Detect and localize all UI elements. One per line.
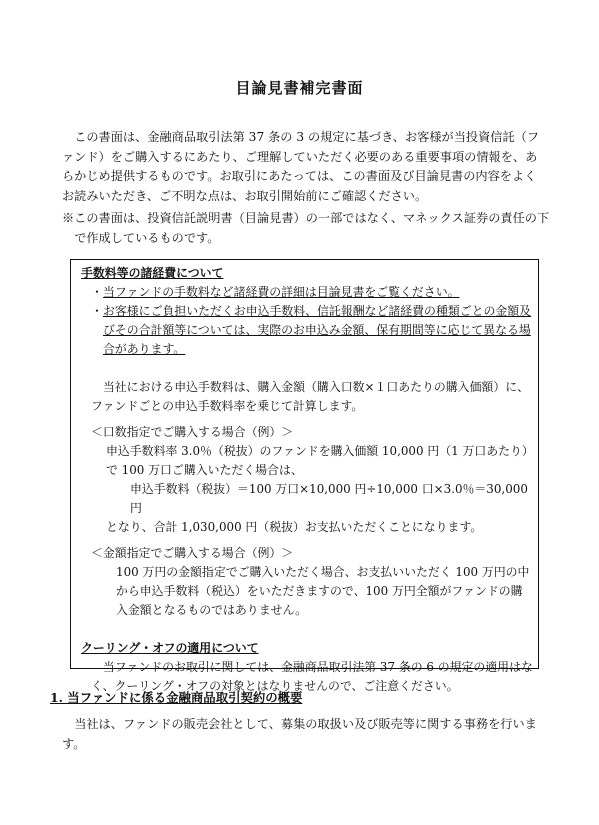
example1-line-1: 申込手数料率 3.0％（税抜）のファンドを購入価額 10,000 円（1 万口あたり） [106, 444, 534, 458]
intro-paragraph: この書面は、金融商品取引法第 37 条の 3 の規定に基づき、お客様が当投資信託（ファンド）をご購入するにあたり、ご理解していただく必要のある重要事項の情報を、あらかじめ提供するものです。お取引にあたっては、この書面及び目論見書の内容をよくお読みいただき、ご不明な点は、お取引開始前にご確認ください。 [62, 130, 540, 203]
bullet-mark: ・ [91, 285, 103, 299]
example1-line-3: 申込手数料（税抜）＝100 万口×10,000 円÷10,000 口×3.0％＝30,000 円 [130, 482, 528, 515]
cooling-off-heading: クーリング・オフの適用について [81, 641, 259, 655]
fees-heading: 手数料等の諸経費について [81, 266, 224, 280]
fee-calculation-text: 当社における申込手数料は、購入金額（購入口数×１口あたりの購入価額）に、ファンドごとの申込手数料率を乗じて計算します。 [91, 380, 530, 413]
fees-bullet-1-text: 当ファンドの手数料など諸経費の詳細は目論見書をご覧ください。 [103, 285, 460, 299]
fees-bullet-2 [91, 302, 538, 359]
example2-body: 100 万円の金額指定でご購入いただく場合、お支払いいただく 100 万円の中から申込手数料（税込）をいただきますので、100 万円全額がファンドの購入金額となるものではありません。 [116, 565, 530, 617]
intro-note: ※この書面は、投資信託説明書（目論見書）の一部ではなく、マネックス証券の責任の下で作成しているものです。 [62, 211, 550, 245]
example2-heading: ＜金額指定でご購入する場合（例）＞ [91, 546, 294, 560]
document-title: 目論見書補完書面 [235, 79, 364, 97]
example1-line-2: で 100 万口ご購入いただく場合は、 [106, 463, 303, 477]
section-1-heading: 1. 当ファンドに係る金融商品取引契約の概要 [50, 690, 303, 705]
fees-bullet-2-text: お客様にご負担いただくお申込手数料、信託報酬など諸経費の種類ごとの金額及びその合計額等については、実際のお申込み金額、保有期間等に応じて異なる場合があります。 [103, 304, 532, 356]
cooling-off-body: 当ファンドのお取引に関しては、金融商品取引法第 37 条の 6 の規定の適用はなく、クーリング・オフの対象とはなりませんので、ご注意ください。 [91, 660, 533, 693]
intro-section [62, 128, 542, 206]
fees-box [70, 259, 539, 693]
bullet-mark: ・ [91, 304, 103, 318]
fees-bullet-1 [91, 283, 538, 302]
example1-heading: ＜口数指定でご購入する場合（例）＞ [91, 425, 294, 439]
example1-line-4: となり、合計 1,030,000 円（税抜）お支払いただくことになります。 [106, 520, 483, 534]
section-1-body: 当社は、ファンドの販売会社として、募集の取扱い及び販売等に関する事務を行います。 [62, 717, 537, 751]
